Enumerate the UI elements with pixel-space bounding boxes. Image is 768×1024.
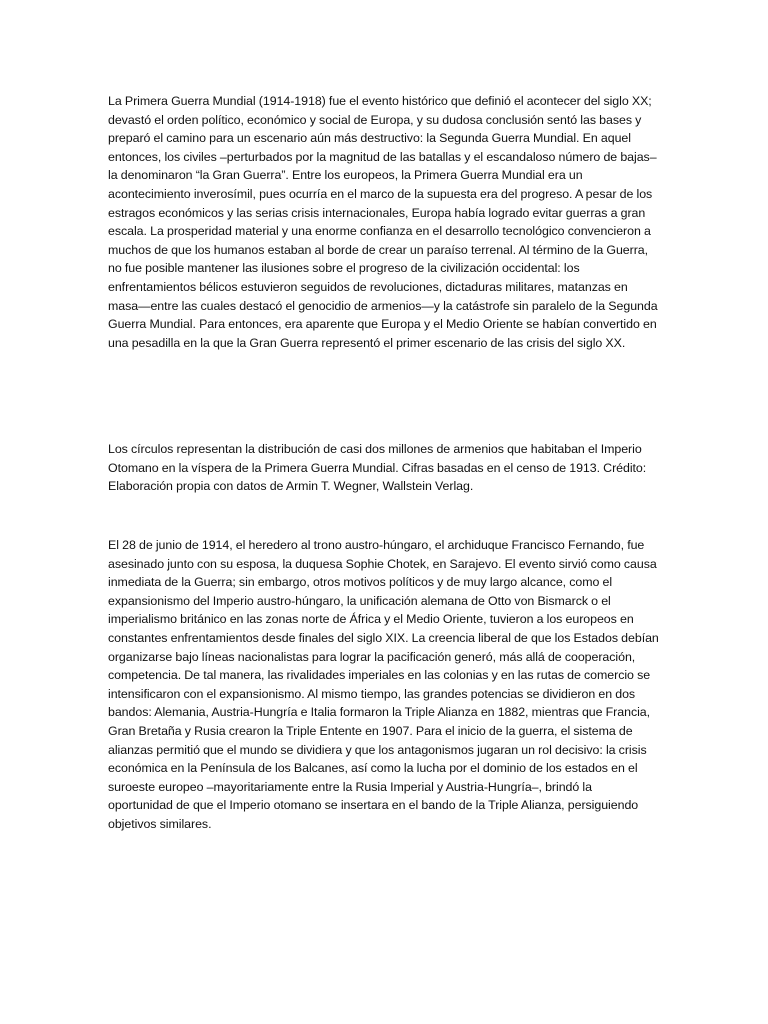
intro-paragraph: La Primera Guerra Mundial (1914-1918) fue el evento histórico que definió el acontecer del siglo XX; devastó el orden político, económico y social de Europa, y su dudosa conclusión sentó las bases y preparó el camino para un escenario aún más destructivo: la Segunda Guerra Mundial. En aquel entonces, los civiles –perturbados por la magnitud de las batallas y el escandaloso número de bajas– la denominaron “la Gran Guerra”. Entre los europeos, la Primera Guerra Mundial era un acontecimiento inverosímil, pues ocurría en el marco de la supuesta era del progreso. A pesar de los estragos económicos y las serias crisis internacionales, Europa había logrado evitar guerras a gran escala. La prosperidad material y una enorme confianza en el desarrollo tecnológico convencieron a muchos de que los humanos estaban al borde de crear un paraíso terrenal. Al término de la Guerra, no fue posible mantener las ilusiones sobre el progreso de la civilización occidental: los enfrentamientos bélicos estuvieron seguidos de revoluciones, dictaduras militares, matanzas en masa—entre las cuales destacó el genocidio de armenios—y la catástrofe sin paralelo de la Segunda Guerra Mundial. Para entonces, era aparente que Europa y el Medio Oriente se habían convertido en una pesadilla en la que la Gran Guerra representó el primer escenario de las crisis del siglo XX. (108, 94, 658, 350)
map-caption-paragraph: Los círculos representan la distribución de casi dos millones de armenios que habitaban el Imperio Otomano en la víspera de la Primera Guerra Mundial. Cifras basadas en el censo de 1913. Crédito: Elaboración propia con datos de Armin T. Wegner, Wallstein Verlag. (108, 442, 647, 494)
causes-paragraph: El 28 de junio de 1914, el heredero al trono austro-húngaro, el archiduque Francisco Fernando, fue asesinado junto con su esposa, la duquesa Sophie Chotek, en Sarajevo. El evento sirvió como causa inmediata de la Guerra; sin embargo, otros motivos políticos y de muy largo alcance, como el expansionismo del Imperio austro-húngaro, la unificación alemana de Otto von Bismarck o el imperialismo británico en las zonas norte de África y el Medio Oriente, tuvieron a los europeos en constantes enfrentamientos desde finales del siglo XIX. La creencia liberal de que los Estados debían organizarse bajo líneas nacionalistas para lograr la pacificación generó, más allá de cooperación, competencia. De tal manera, las rivalidades imperiales en las colonias y en las rutas de comercio se intensificaron con el expansionismo. Al mismo tiempo, las grandes potencias se dividieron en dos bandos: Alemania, Austria-Hungría e Italia formaron la Triple Alianza en 1882, mientras que Francia, Gran Bretaña y Rusia crearon la Triple Entente en 1907. Para el inicio de la guerra, el sistema de alianzas permitió que el mundo se dividiera y que los antagonismos jugaran un rol decisivo: la crisis económica en la Península de los Balcanes, así como la lucha por el dominio de los estados en el suroeste europeo –mayoritariamente entre la Rusia Imperial y Austria-Hungría–, brindó la oportunidad de que el Imperio otomano se insertara en el bando de la Triple Alianza, persiguiendo objetivos similares. (108, 538, 659, 831)
